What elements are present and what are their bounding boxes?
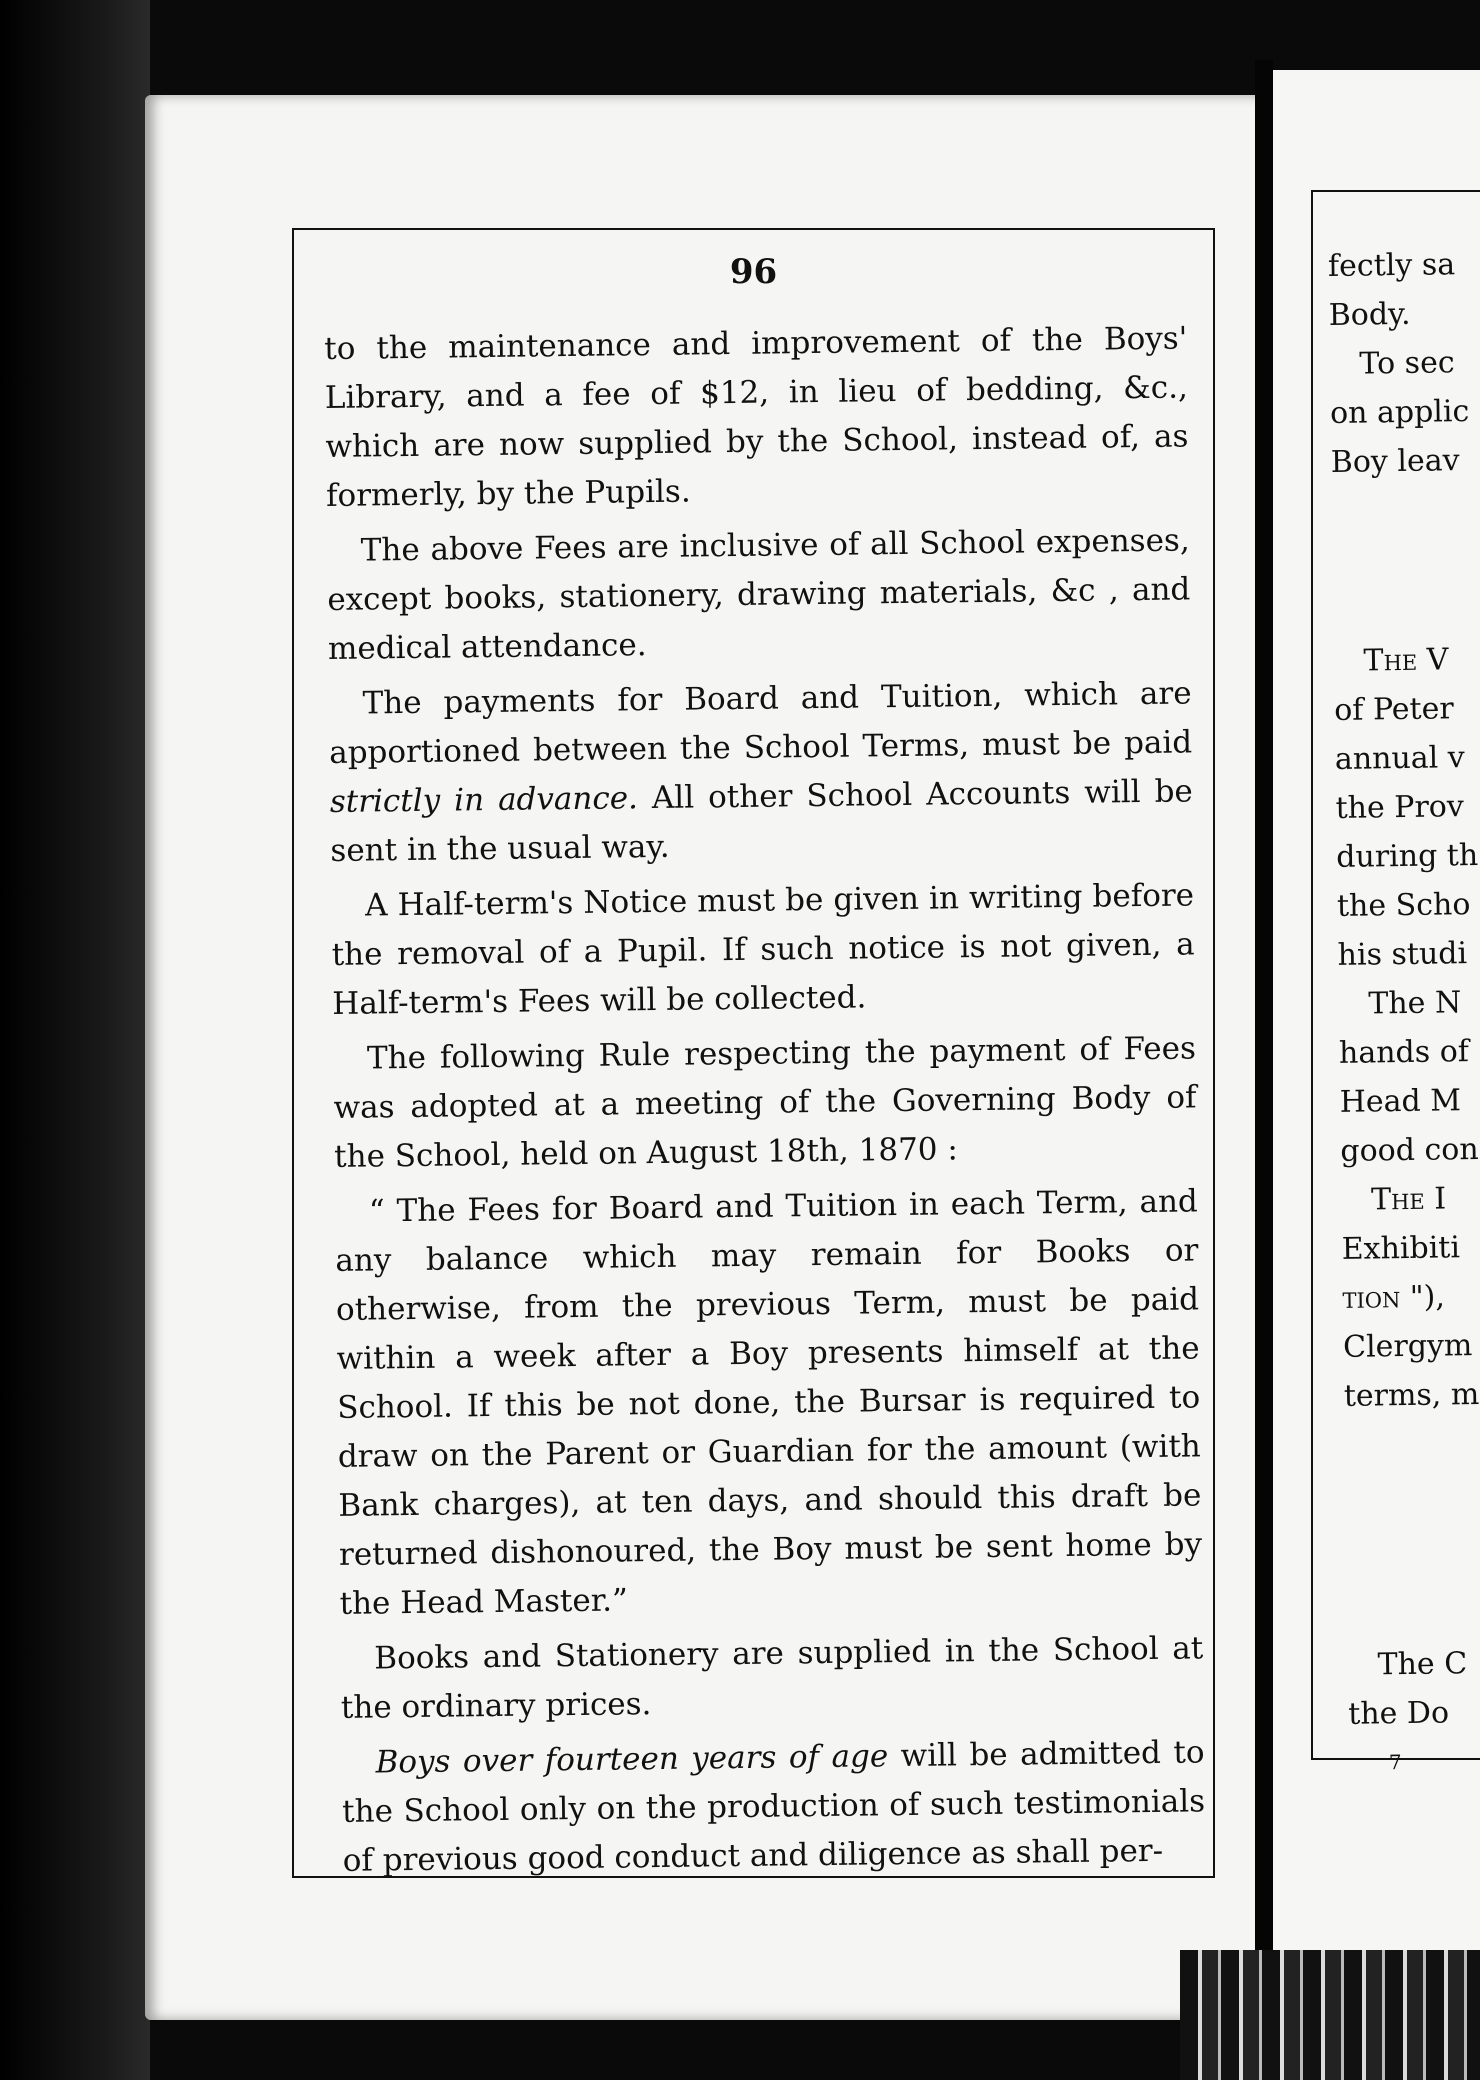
right-line: The V bbox=[1363, 642, 1449, 679]
book-page-edges bbox=[1180, 1950, 1480, 2080]
page-number: 96 bbox=[729, 252, 778, 292]
right-line: annual v bbox=[1334, 740, 1465, 777]
spacer bbox=[1344, 1417, 1480, 1641]
right-line: the Do bbox=[1348, 1695, 1450, 1732]
paragraph-library-fee: to the maintenance and improvement of the Boys' Library, and a fee of $12, in lieu of bedding, &c., which are now supplied by the School, instead of, as formerly, by the Pupils. bbox=[324, 320, 1189, 514]
paragraph-rule-quote: “ The Fees for Board and Tuition in each Term, and any balance which may remain for Books or otherwise, from the previous Term, must be paid within a week after a Boy presents himself at the School. If this be not done, the Bursar is required to draw on the Parent or Guardian for the amount (with Bank charges), at ten days, and should this draft be returned dishonoured, the Boy must be sent home by the Head Master.” bbox=[335, 1183, 1203, 1622]
right-line: on applic bbox=[1329, 394, 1470, 431]
right-line: Exhibiti bbox=[1341, 1230, 1461, 1267]
right-line: fectly sa bbox=[1327, 247, 1456, 284]
payments-text-start: The payments for Board and Tuition, which are apportioned between the School Terms, must be paid bbox=[329, 675, 1193, 771]
right-line: The N bbox=[1368, 985, 1462, 1022]
paragraph-rule-intro: The following Rule respecting the payment of Fees was adopted at a meeting of the Governing Body of the School, held on August 18th, 1870 : bbox=[333, 1030, 1197, 1175]
right-line: Boy leav bbox=[1330, 443, 1460, 480]
paragraph-admission bbox=[341, 1728, 1206, 1886]
paragraph-payments bbox=[328, 669, 1193, 876]
right-line: his studi bbox=[1337, 936, 1468, 973]
right-line: Clergym bbox=[1342, 1328, 1473, 1365]
left-page bbox=[145, 95, 1260, 2020]
text-frame bbox=[292, 228, 1215, 1878]
right-line: The C bbox=[1377, 1646, 1468, 1683]
paragraph-inclusive-fees: The above Fees are inclusive of all School expenses, except books, stationery, drawing materials, &c , and medical attendance. bbox=[327, 522, 1191, 667]
spacer bbox=[1331, 483, 1480, 637]
right-signature-mark: 7 bbox=[1388, 1750, 1402, 1775]
admission-emphasis: Boys over fourteen years of age bbox=[375, 1738, 889, 1781]
right-line: the Scho bbox=[1336, 887, 1471, 924]
right-line: hands of bbox=[1338, 1034, 1470, 1071]
right-line: during th bbox=[1336, 837, 1479, 875]
payments-emphasis: strictly in advance. bbox=[329, 780, 639, 820]
right-line: Body. bbox=[1328, 296, 1411, 333]
right-line: the Prov bbox=[1335, 789, 1465, 826]
right-line: of Peter bbox=[1333, 691, 1454, 728]
scan-background-left bbox=[0, 0, 150, 2080]
right-line: tion "), bbox=[1342, 1279, 1446, 1316]
paragraph-books: Books and Stationery are supplied in the School at the ordinary prices. bbox=[340, 1630, 1204, 1726]
paragraph-notice: A Half-term's Notice must be given in writing before the removal of a Pupil. If such notice is not given, a Half-term's Fees will be collected. bbox=[331, 877, 1195, 1022]
right-text-frame bbox=[1311, 190, 1480, 1775]
payments-text-end: All other School Accounts will be sent in the usual way. bbox=[330, 773, 1193, 869]
book-gutter bbox=[1255, 60, 1273, 2020]
right-line: Head M bbox=[1339, 1083, 1462, 1120]
right-page bbox=[1273, 70, 1480, 1975]
right-line: good con bbox=[1340, 1131, 1479, 1169]
right-line: The I bbox=[1370, 1181, 1447, 1218]
right-page-lines bbox=[1327, 188, 1480, 1787]
admission-text: will be admitted to the School only on the production of such testimonials of previous good conduct and diligence as shall per- bbox=[341, 1734, 1206, 1879]
right-line: terms, m bbox=[1343, 1376, 1480, 1414]
right-line: To sec bbox=[1359, 345, 1455, 382]
page-body bbox=[324, 314, 1206, 1891]
